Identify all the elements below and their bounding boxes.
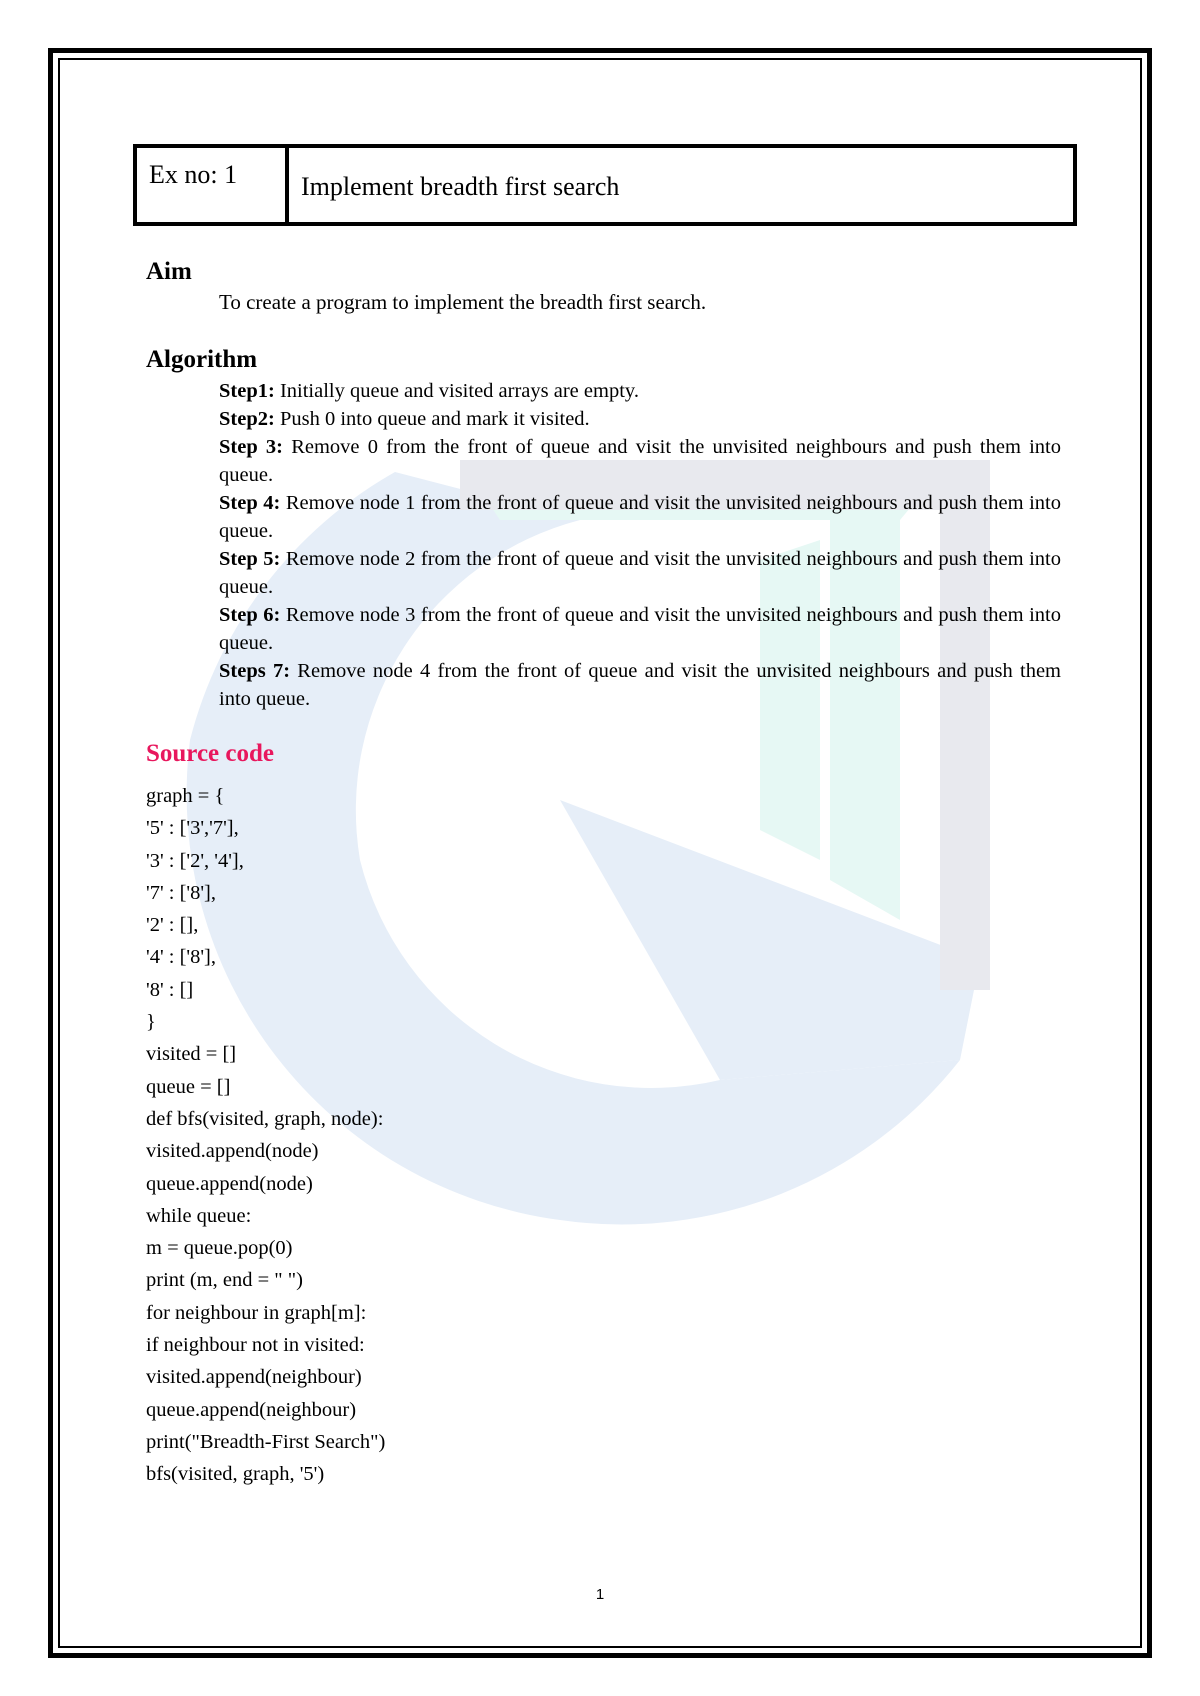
aim-heading: Aim [146,258,192,285]
algorithm-step [219,657,1061,713]
aim-text: To create a program to implement the breadth first search. [219,290,707,314]
code-line: m = queue.pop(0) [146,1237,293,1260]
step-text: Remove node 1 from the front of queue and visit the unvisited neighbours and push them into queue. [219,492,1061,542]
code-line: '8' : [] [146,978,194,1001]
algorithm-step [219,433,1061,489]
algorithm-step [219,489,1061,545]
step-label: Step 4: [219,492,281,514]
algorithm-step [219,545,1061,601]
algorithm-step [219,601,1061,657]
code-line: '3' : ['2', '4'], [146,849,244,872]
code-line: print (m, end = " ") [146,1269,303,1292]
step-label: Step2: [219,408,275,430]
code-line: for neighbour in graph[m]: [146,1301,367,1324]
code-line: def bfs(visited, graph, node): [146,1107,384,1130]
code-line: graph = { [146,785,225,807]
exercise-number: Ex no: 1 [137,148,289,222]
code-line: '2' : [], [146,914,199,937]
code-line: } [146,1011,156,1034]
step-label: Step 6: [219,604,281,626]
code-line: print("Breadth-First Search") [146,1430,386,1453]
code-line: '7' : ['8'], [146,881,216,904]
code-line: queue.append(node) [146,1172,313,1195]
algorithm-heading: Algorithm [146,346,258,373]
step-text: Remove 0 from the front of queue and visit the unvisited neighbours and push them into queue. [219,436,1061,486]
source-code-heading: Source code [146,740,274,767]
code-line: while queue: [146,1204,252,1227]
step-text: Push 0 into queue and mark it visited. [274,408,590,430]
code-line: visited = [] [146,1043,237,1066]
source-code-block [146,780,385,1491]
step-text: Remove node 4 from the front of queue and visit the unvisited neighbours and push them into queue. [219,660,1061,710]
code-line: queue.append(neighbour) [146,1398,357,1421]
algorithm-step [219,405,1061,433]
algorithm-step [219,377,1061,405]
step-label: Step1: [219,380,275,402]
code-line: '4' : ['8'], [146,946,216,969]
step-label: Steps 7: [219,660,291,682]
code-line: if neighbour not in visited: [146,1334,365,1357]
step-label: Step 5: [219,548,281,570]
step-text: Remove node 2 from the front of queue and visit the unvisited neighbours and push them into queue. [219,548,1061,598]
code-line: queue = [] [146,1075,231,1098]
step-label: Step 3: [219,436,284,458]
code-line: bfs(visited, graph, '5') [146,1463,325,1486]
step-text: Remove node 3 from the front of queue and visit the unvisited neighbours and push them into queue. [219,604,1061,654]
exercise-title-table [133,144,1077,226]
algorithm-steps [219,377,1061,713]
exercise-title: Implement breadth first search [301,172,620,201]
code-line: visited.append(neighbour) [146,1366,362,1389]
step-text: Initially queue and visited arrays are empty. [274,380,639,402]
code-line: '5' : ['3','7'], [146,817,239,840]
page-number: 1 [595,1586,605,1603]
code-line: visited.append(node) [146,1140,319,1163]
